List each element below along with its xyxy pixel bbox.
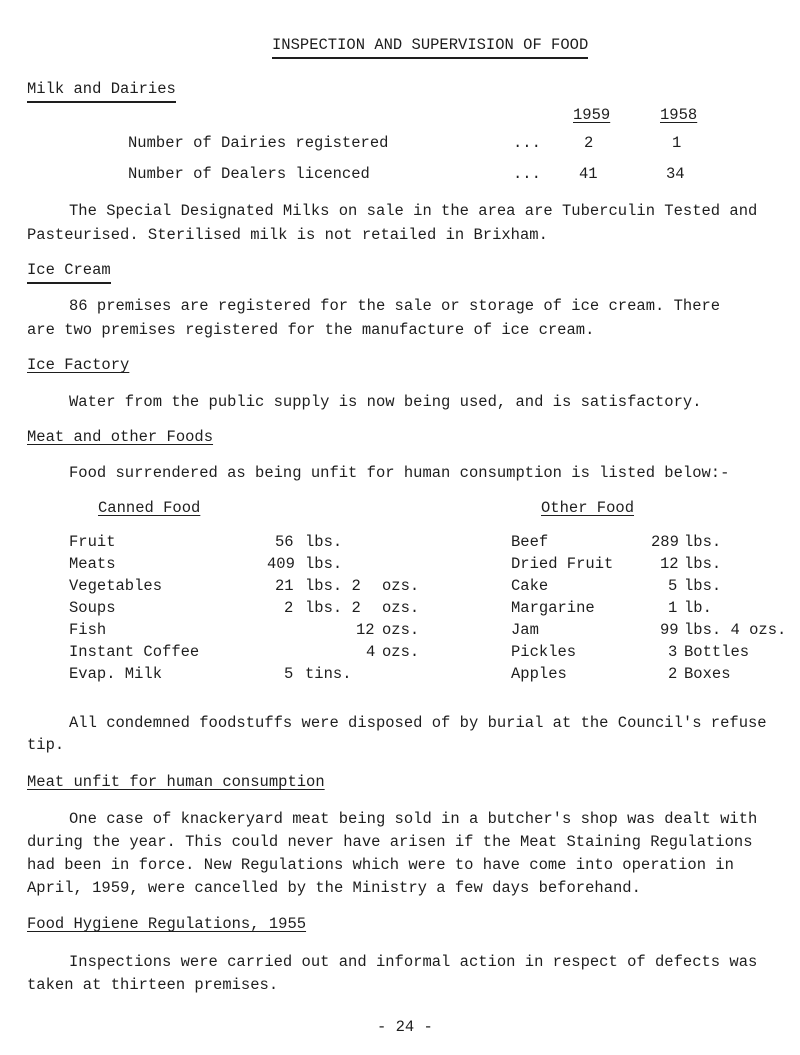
list-item-unit: Boxes xyxy=(684,665,731,683)
list-item-unit: 4 xyxy=(366,643,376,661)
other-heading: Other Food xyxy=(541,499,635,517)
list-item-extra: ozs. xyxy=(382,643,420,661)
dealers-label: Number of Dealers licenced xyxy=(128,165,370,183)
list-item-qty: 1 xyxy=(668,599,678,617)
list-item-extra: ozs. xyxy=(382,621,420,639)
meat-unfit-line4: April, 1959, were cancelled by the Ministry a few days beforehand. xyxy=(27,879,641,897)
meat-other-heading: Meat and other Foods xyxy=(27,428,214,446)
list-item: Vegetables xyxy=(69,577,163,595)
dairies-current: 2 xyxy=(584,134,594,152)
list-item: Dried Fruit xyxy=(511,555,614,573)
list-item-qty: 21 xyxy=(275,577,294,595)
dairies-prev: 1 xyxy=(672,134,682,152)
list-item-qty: 3 xyxy=(668,643,678,661)
list-item-qty: 5 xyxy=(284,665,294,683)
ice-cream-line1: 86 premises are registered for the sale or storage of ice cream. There xyxy=(69,297,721,315)
list-item: Evap. Milk xyxy=(69,665,163,683)
dairies-label: Number of Dairies registered xyxy=(128,134,389,152)
list-item-qty: 2 xyxy=(284,599,294,617)
list-item-unit: lbs. xyxy=(684,577,722,595)
condemned-line2: tip. xyxy=(27,736,65,754)
list-item-qty: 99 xyxy=(660,621,679,639)
list-item-qty: 289 xyxy=(651,533,679,551)
list-item-qty: 5 xyxy=(668,577,678,595)
hygiene-line2: taken at thirteen premises. xyxy=(27,976,279,994)
list-item: Cake xyxy=(511,577,549,595)
list-item-qty: 2 xyxy=(668,665,678,683)
year-prev: 1958 xyxy=(660,106,698,124)
list-item: Meats xyxy=(69,555,116,573)
list-item: Fish xyxy=(69,621,107,639)
list-item-unit: lbs. 2 xyxy=(305,577,361,595)
list-item: Apples xyxy=(511,665,567,683)
meat-unfit-line2: during the year. This could never have arisen if the Meat Staining Regulations xyxy=(27,833,753,851)
list-item: Soups xyxy=(69,599,116,617)
list-item-unit: lbs. xyxy=(684,555,722,573)
year-current: 1959 xyxy=(573,106,611,124)
list-item: Instant Coffee xyxy=(69,643,200,661)
list-item-unit: lbs. xyxy=(684,533,722,551)
meat-other-intro: Food surrendered as being unfit for human consumption is listed below:- xyxy=(69,464,730,482)
milk-para-line1: The Special Designated Milks on sale in the area are Tuberculin Tested and xyxy=(69,202,758,220)
list-item-extra: ozs. xyxy=(382,599,420,617)
list-item: Fruit xyxy=(69,533,116,551)
list-item-qty: 56 xyxy=(275,533,294,551)
meat-unfit-line3: had been in force. New Regulations which were to have come into operation in xyxy=(27,856,734,874)
list-item: Jam xyxy=(511,621,539,639)
list-item-unit: 12 xyxy=(356,621,375,639)
list-item-unit: lbs. 2 xyxy=(305,599,361,617)
list-item-unit: tins. xyxy=(305,665,352,683)
dealers-dots: ... xyxy=(513,165,541,183)
dairies-dots: ... xyxy=(513,134,541,152)
list-item-unit: lbs. xyxy=(305,533,343,551)
milk-para-line2: Pasteurised. Sterilised milk is not retailed in Brixham. xyxy=(27,226,548,244)
list-item: Beef xyxy=(511,533,549,551)
list-item-qty: 409 xyxy=(267,555,295,573)
dealers-prev: 34 xyxy=(666,165,685,183)
meat-unfit-heading: Meat unfit for human consumption xyxy=(27,773,325,791)
condemned-line1: All condemned foodstuffs were disposed of by burial at the Council's refuse xyxy=(69,714,767,732)
list-item: Pickles xyxy=(511,643,577,661)
ice-factory-line1: Water from the public supply is now being used, and is satisfactory. xyxy=(69,393,702,411)
list-item-extra: ozs. xyxy=(382,577,420,595)
ice-factory-heading: Ice Factory xyxy=(27,356,130,374)
hygiene-line1: Inspections were carried out and informal action in respect of defects was xyxy=(69,953,758,971)
list-item-unit: Bottles xyxy=(684,643,750,661)
ice-cream-line2: are two premises registered for the manufacture of ice cream. xyxy=(27,321,595,339)
meat-unfit-line1: One case of knackeryard meat being sold in a butcher's shop was dealt with xyxy=(69,810,758,828)
dealers-current: 41 xyxy=(579,165,598,183)
list-item-qty: 12 xyxy=(660,555,679,573)
page-number: - 24 - xyxy=(377,1018,433,1036)
milk-heading: Milk and Dairies xyxy=(27,78,176,103)
list-item: Margarine xyxy=(511,599,595,617)
canned-heading: Canned Food xyxy=(98,499,201,517)
list-item-unit: lbs. xyxy=(305,555,343,573)
hygiene-heading: Food Hygiene Regulations, 1955 xyxy=(27,915,307,933)
list-item-unit: lbs. 4 ozs. xyxy=(684,621,787,639)
page-title: INSPECTION AND SUPERVISION OF FOOD xyxy=(272,34,588,59)
ice-cream-heading: Ice Cream xyxy=(27,259,111,284)
list-item-unit: lb. xyxy=(684,599,712,617)
